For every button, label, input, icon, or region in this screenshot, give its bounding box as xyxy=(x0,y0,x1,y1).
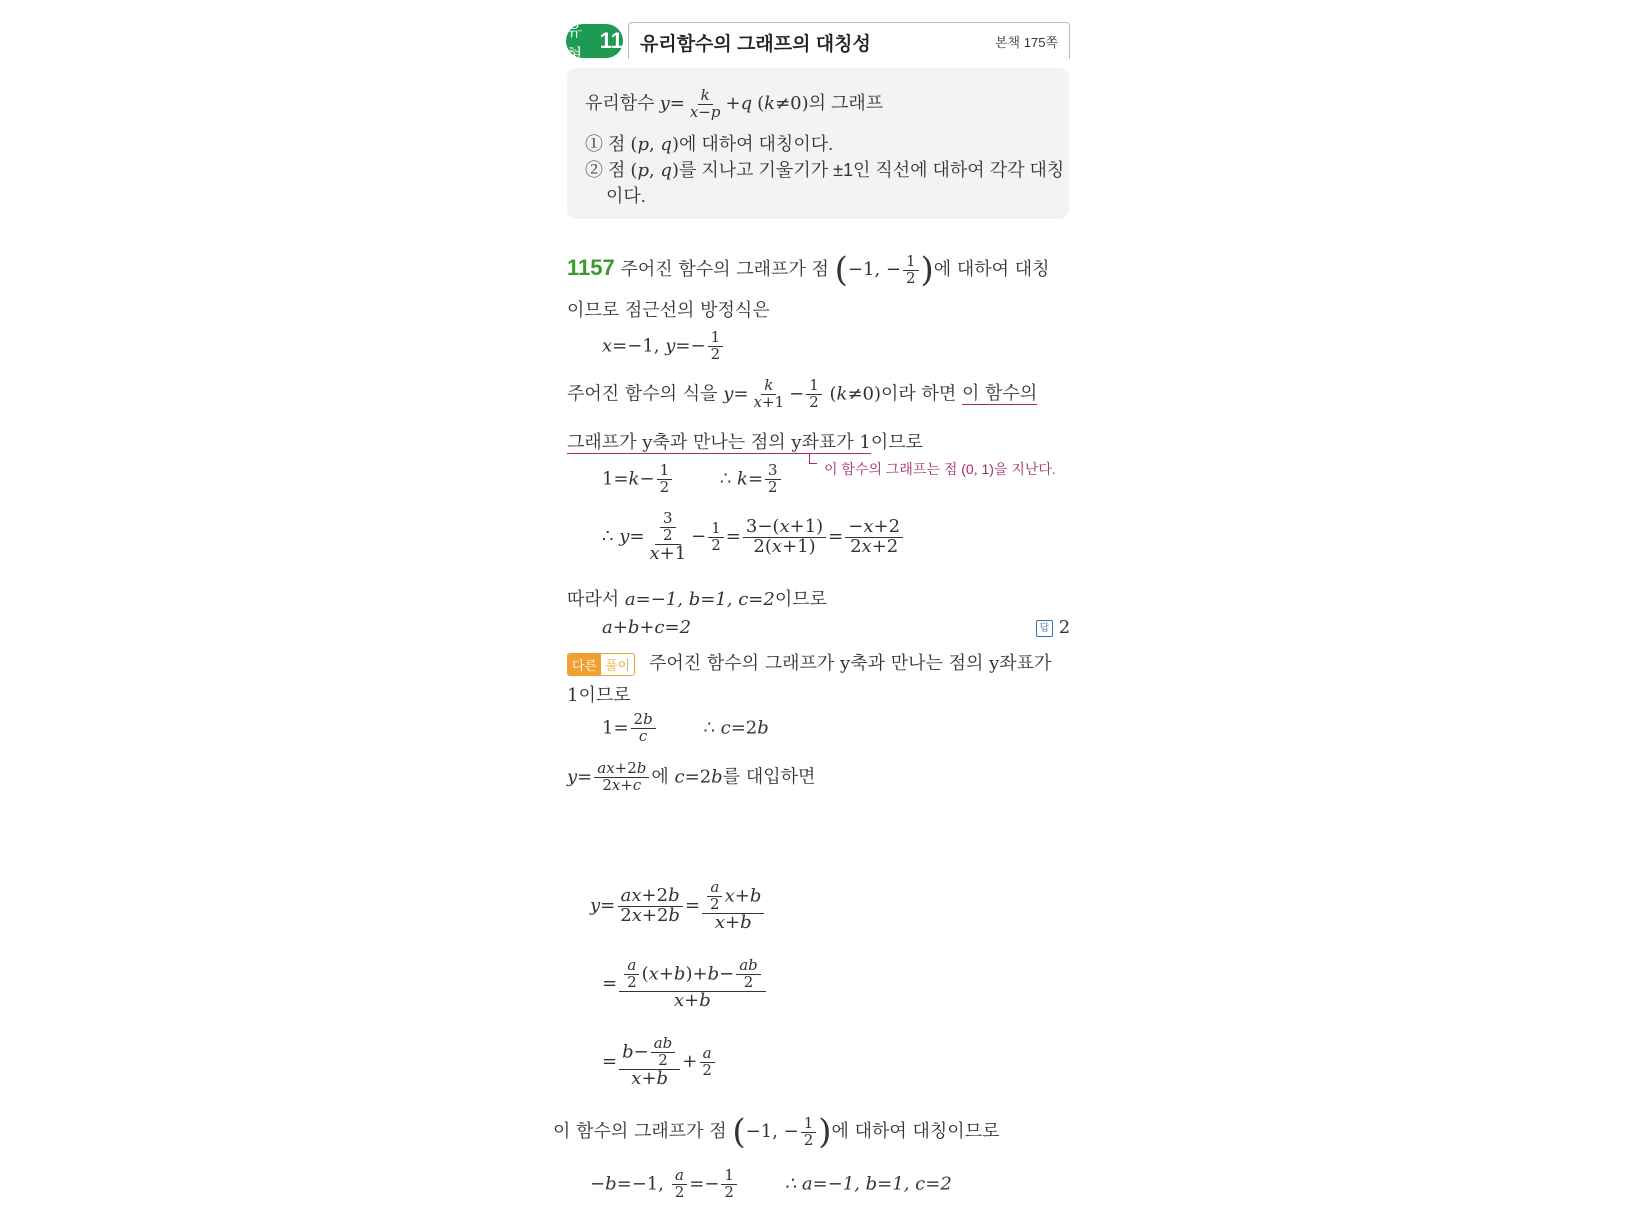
concept-intro-suffix: 의 그래프 xyxy=(808,93,884,113)
alt-derivation-1: y= $\frac{ax+2b}{2x+2b}$ = $\frac{a}{2}$ x+b x+b xyxy=(590,880,766,932)
alt-solution-badge xyxy=(567,653,635,676)
alt-badge-a: 다른 xyxy=(568,654,601,675)
concept-formula: y= xyxy=(659,93,685,114)
note-connector xyxy=(809,453,817,464)
therefore-line xyxy=(567,585,827,611)
underlined-condition-2: 그래프가 y축과 만나는 점의 y좌표가 1 xyxy=(567,432,871,453)
problem-line-5-end: 이므로 xyxy=(870,432,924,453)
therefore-text: 따라서 xyxy=(567,589,620,610)
problem-line-1: 1157 주어진 함수의 그래프가 점 (−1, − $\frac{1}{2}$ )에 대하여 대칭 xyxy=(567,250,1050,290)
problem-line-4-mid: 이라 하면 xyxy=(881,383,957,405)
alt-derivation-2: = $\frac{a}{2}$ (x+b)+b− $\frac{ab}{2}$ x+b xyxy=(602,958,768,1010)
equation-k: 1=k− $\frac{1}{2}$ ∴ k= $\frac{3}{2}$ xyxy=(602,463,783,496)
alt-substitute: y= $\frac{ax+2b}{2x+c}$ 에 c=2b를 대입하면 xyxy=(567,759,816,794)
problem-line-1-text: 주어진 함수의 그래프가 점 xyxy=(620,259,829,280)
alt-subst-end: 를 대입하면 xyxy=(722,766,816,788)
concept-intro: 유리함수 y= $\frac{k}{x-p}$ +q (k≠0)의 그래프 xyxy=(585,86,884,121)
type-badge-number: 11 xyxy=(599,28,623,53)
page-reference: 본책 175쪽 xyxy=(995,35,1058,50)
type-badge xyxy=(566,21,623,65)
concept-item-1: ① 점 (p, q)에 대하여 대칭이다. xyxy=(585,134,834,155)
section-title: 유리함수의 그래프의 대칭성 xyxy=(640,34,871,55)
therefore-values: a=−1, b=1, c=2 xyxy=(624,589,775,610)
concept-item-2-cont: 이다. xyxy=(606,186,646,206)
answer-value: 2 xyxy=(1058,617,1071,638)
alt-symmetric-end: 에 대하여 대칭이므로 xyxy=(831,1121,1000,1142)
sum-expression: a+b+c=2 xyxy=(602,617,692,638)
problem-line-4: 주어진 함수의 식을 y= $\frac{k}{x+1}$ − $\frac{1}{2}$ (k≠0)이라 하면 이 함수의 xyxy=(567,376,1038,411)
concept-fraction: $\frac{k}{x-p}$ xyxy=(689,86,721,121)
concept-item-2: ② 점 (p, q)를 지나고 기울기가 ±1인 직선에 대하여 각각 대칭 xyxy=(585,160,1065,181)
alt-line-2: 1이므로 xyxy=(567,685,631,706)
note-text: 이 함수의 그래프는 점 (0, 1)을 지난다. xyxy=(824,461,1056,477)
concept-item-2-suffix: 를 지나고 기울기가 ±1인 직선에 대하여 각각 대칭 xyxy=(678,160,1065,180)
alt-subst-text: 에 xyxy=(651,766,669,788)
alt-equation-c: 1= $\frac{2b}{c}$ ∴ c=2b xyxy=(602,710,769,745)
underlined-condition-1: 이 함수의 xyxy=(962,383,1038,405)
equation-y: ∴ y= $\frac{\frac{3}{2}}{x+1}$ − $\frac{1}{2}$ = $\frac{3-(x+1)}{2(x+1)}$ = $\frac{-x+2}{2x+2}$ xyxy=(602,511,905,563)
concept-item-1-suffix: 에 대하여 대칭이다. xyxy=(678,134,834,154)
alt-symmetric-line: 이 함수의 그래프가 점 (−1, − $\frac{1}{2}$ )에 대하여 대칭이므로 xyxy=(553,1112,1000,1152)
answer-icon: 답 xyxy=(1036,620,1053,637)
problem-line-2: 이므로 점근선의 방정식은 xyxy=(567,300,770,321)
alt-line-1-text: 주어진 함수의 그래프가 y축과 만나는 점의 y좌표가 xyxy=(648,653,1052,674)
problem-line-5 xyxy=(567,428,923,454)
alt-symmetric-text: 이 함수의 그래프가 점 xyxy=(553,1121,727,1142)
concept-intro-prefix: 유리함수 xyxy=(585,93,655,113)
problem-line-4-prefix: 주어진 함수의 식을 xyxy=(567,383,718,405)
alt-final: −b=−1, $\frac{a}{2}$ =− $\frac{1}{2}$ ∴ a=−1, b=1, c=2 xyxy=(590,1166,952,1201)
concept-item-1-prefix: ① 점 xyxy=(585,134,626,154)
alt-badge-b: 풀이 xyxy=(601,654,634,675)
problem-line-1-end: 에 대하여 대칭 xyxy=(933,259,1050,280)
problem-number: 1157 xyxy=(567,255,615,280)
asymptote-equation: x=−1, y=− $\frac{1}{2}$ xyxy=(602,330,725,363)
therefore-end: 이므로 xyxy=(774,589,827,610)
alt-final-result: ∴ a=−1, b=1, c=2 xyxy=(784,1173,952,1195)
type-badge-word: 유형 xyxy=(566,21,583,65)
answer xyxy=(1036,617,1070,638)
concept-item-2-prefix: ② 점 xyxy=(585,160,626,180)
alt-derivation-3: = b− $\frac{ab}{2}$ x+b + $\frac{a}{2}$ xyxy=(602,1036,717,1088)
alt-line-1 xyxy=(567,649,1051,676)
